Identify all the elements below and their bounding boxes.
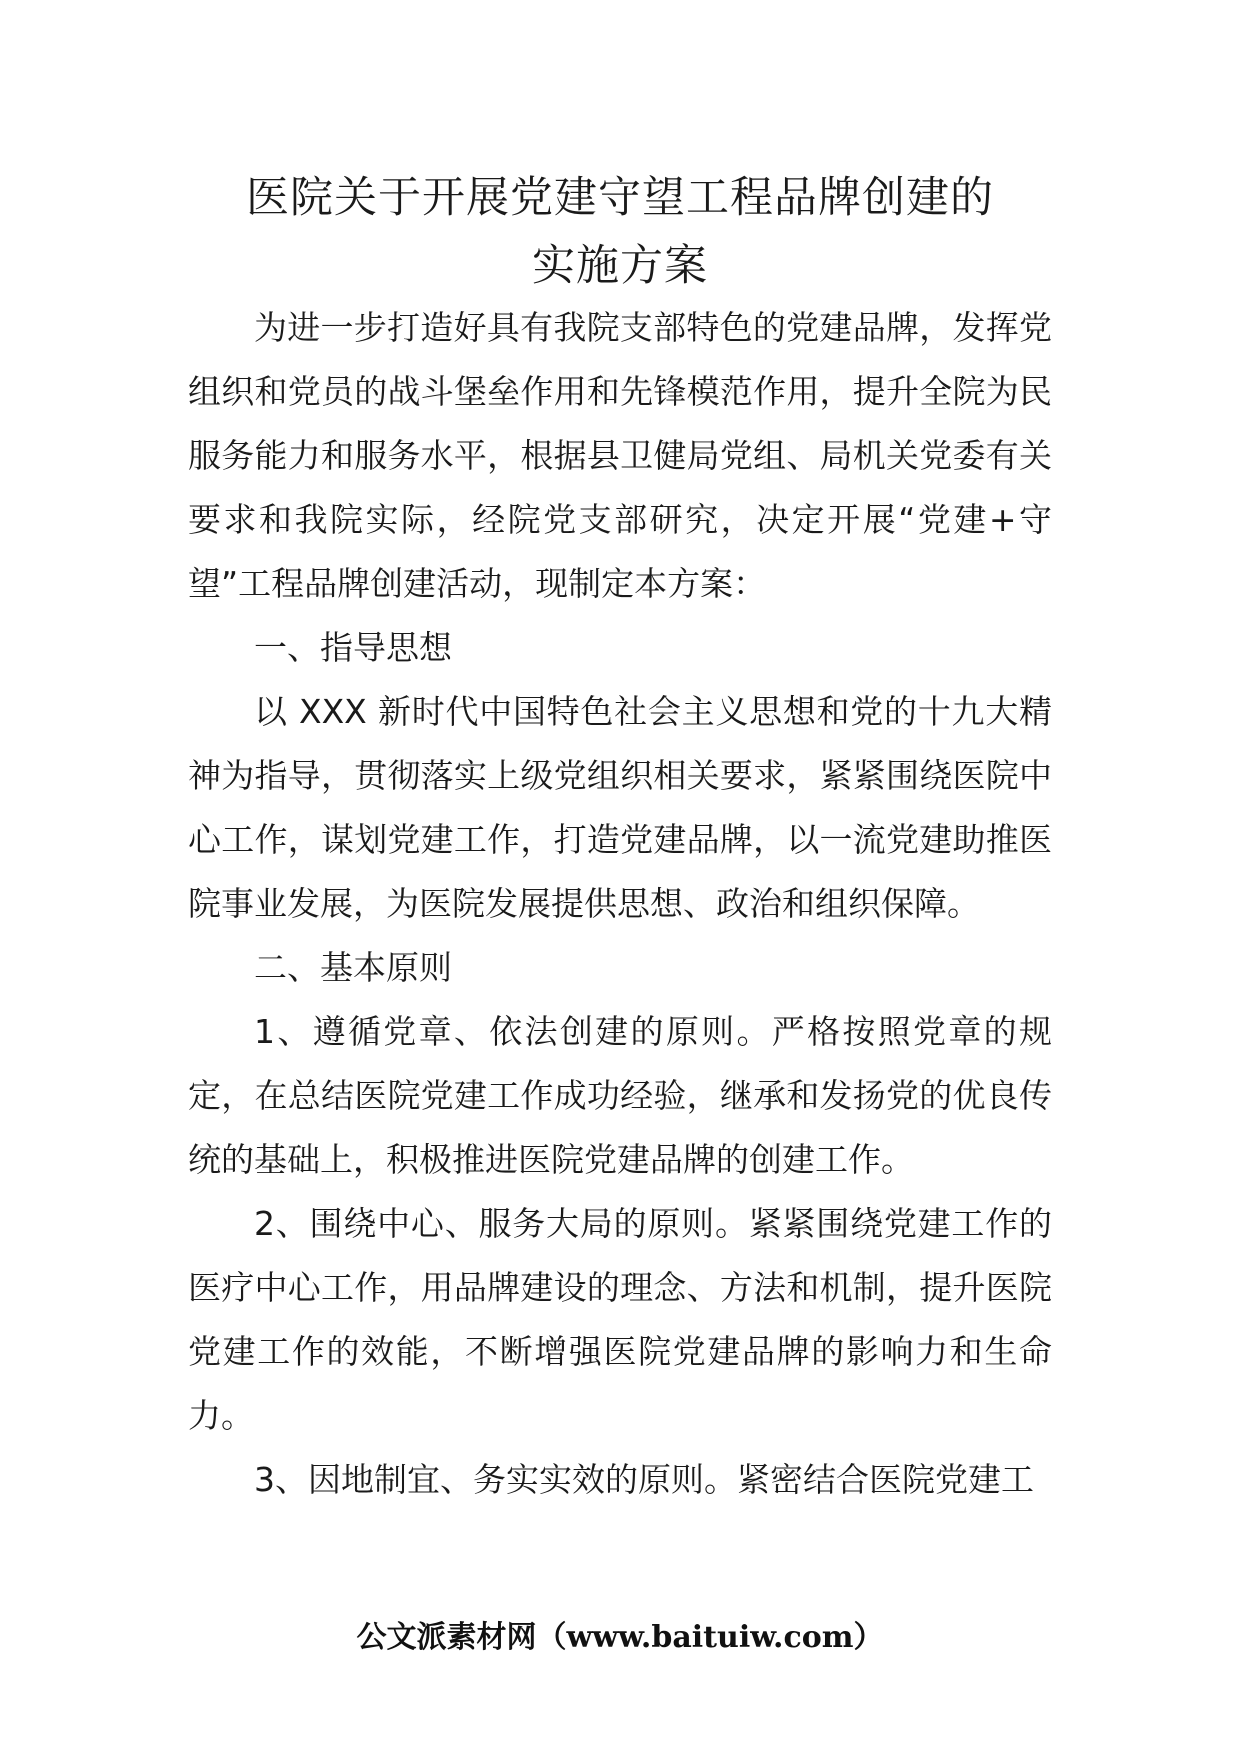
intro-paragraph: 为进一步打造好具有我院支部特色的党建品牌，发挥党组织和党员的战斗堡垒作用和先锋模范作用，提升全院为民服务能力和服务水平，根据县卫健局党组、局机关党委有关要求和我院实际，经院党支部研究，决定开展“党建+守望”工程品牌创建活动，现制定本方案： [188, 308, 1052, 603]
section-heading-basic-principles: 二、基本原则 [254, 948, 452, 987]
footer-watermark: 公文派素材网（www.baituiw.com） [356, 1620, 884, 1655]
principle-2-paragraph: 2、围绕中心、服务大局的原则。紧紧围绕党建工作的医疗中心工作，用品牌建设的理念、方法和机制，提升医院党建工作的效能，不断增强医院党建品牌的影响力和生命力。 [188, 1204, 1052, 1435]
document-title-line1: 医院关于开展党建守望工程品牌创建的 [246, 173, 994, 223]
guiding-thought-paragraph: 以 XXX 新时代中国特色社会主义思想和党的十九大精神为指导，贯彻落实上级党组织相关要求，紧紧围绕医院中心工作，谋划党建工作，打造党建品牌，以一流党建助推医院事业发展，为医院发展提供思想、政治和组织保障。 [188, 692, 1052, 923]
section-heading-guiding-thought: 一、指导思想 [254, 628, 452, 667]
principle-3-paragraph: 3、因地制宜、务实实效的原则。紧密结合医院党建工 [254, 1460, 1034, 1499]
document-body [188, 296, 1052, 1512]
document-title-line2: 实施方案 [532, 241, 708, 291]
principle-1-paragraph: 1、遵循党章、依法创建的原则。严格按照党章的规定，在总结医院党建工作成功经验，继承和发扬党的优良传统的基础上，积极推进医院党建品牌的创建工作。 [188, 1012, 1052, 1179]
